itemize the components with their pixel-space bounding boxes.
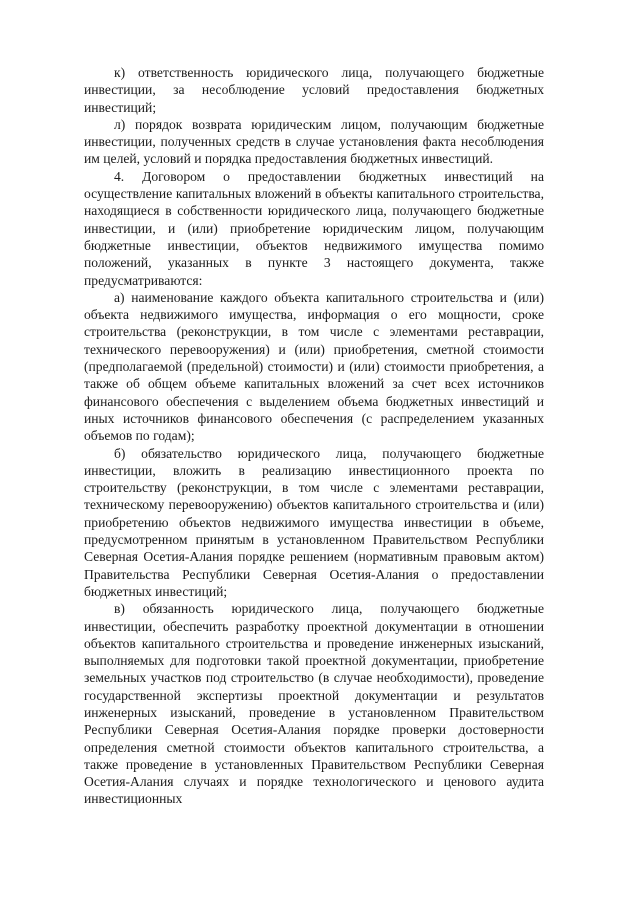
document-page [84,64,544,808]
paragraph-4: 4. Договором о предоставлении бюджетных инвестиций на осуществление капитальных вложений в объекты капитального строительства, находящиеся в собственности юридического лица, получающего бюджетные инвестиции, и (или) приобретение юридическим лицом, получающим бюджетные инвестиции, объектов недвижимого имущества помимо положений, указанных в пункте 3 настоящего документа, также предусматриваются: [84,168,544,288]
paragraph-4a: а) наименование каждого объекта капитального строительства и (или) объекта недвижимого имущества, информация о его мощности, сроке строительства (реконструкции, в том числе с элементами реставрации, технического перевооружения) и (или) приобретения, сметной стоимости (предполагаемой (предельной) стоимости) и (или) стоимости приобретения, а также об общем объеме капитальных вложений за счет всех источников финансового обеспечения с выделением объема бюджетных инвестиций и иных источников финансового обеспечения (с распределением указанных объемов по годам); [84,289,544,444]
paragraph-k: к) ответственность юридического лица, получающего бюджетные инвестиции, за несоблюдение условий предоставления бюджетных инвестиций; [84,65,544,115]
paragraph-4v: в) обязанность юридического лица, получающего бюджетные инвестиции, обеспечить разработку проектной документации в отношении объектов капитального строительства и проведение инженерных изысканий, выполняемых для подготовки такой проектной документации, приобретение земельных участков под строительство (в случае необходимости), проведение государственной экспертизы проектной документации и результатов инженерных изысканий, проведение в установленном Правительством Республики Северная Осетия-Алания порядке проверки достоверности определения сметной стоимости объектов капитального строительства, а также проведение в установленных Правительством Республики Северная Осетия-Алания случаях и порядке технологического и ценового аудита инвестиционных [84,601,544,807]
paragraph-l: л) порядок возврата юридическим лицом, получающим бюджетные инвестиции, полученных средств в случае установления факта несоблюдения им целей, условий и порядка предоставления бюджетных инвестиций. [84,116,544,167]
paragraph-4b: б) обязательство юридического лица, получающего бюджетные инвестиции, вложить в реализацию инвестиционного проекта по строительству (реконструкции, в том числе с элементами реставрации, техническому перевооружению) объектов капитального строительства и (или) приобретению объектов недвижимого имущества инвестиции в объеме, предусмотренном принятым в установленном Правительством Республики Северная Осетия-Алания порядке решением (нормативным правовым актом) Правительства Республики Северная Осетия-Алания о предоставлении бюджетных инвестиций; [84,445,544,599]
